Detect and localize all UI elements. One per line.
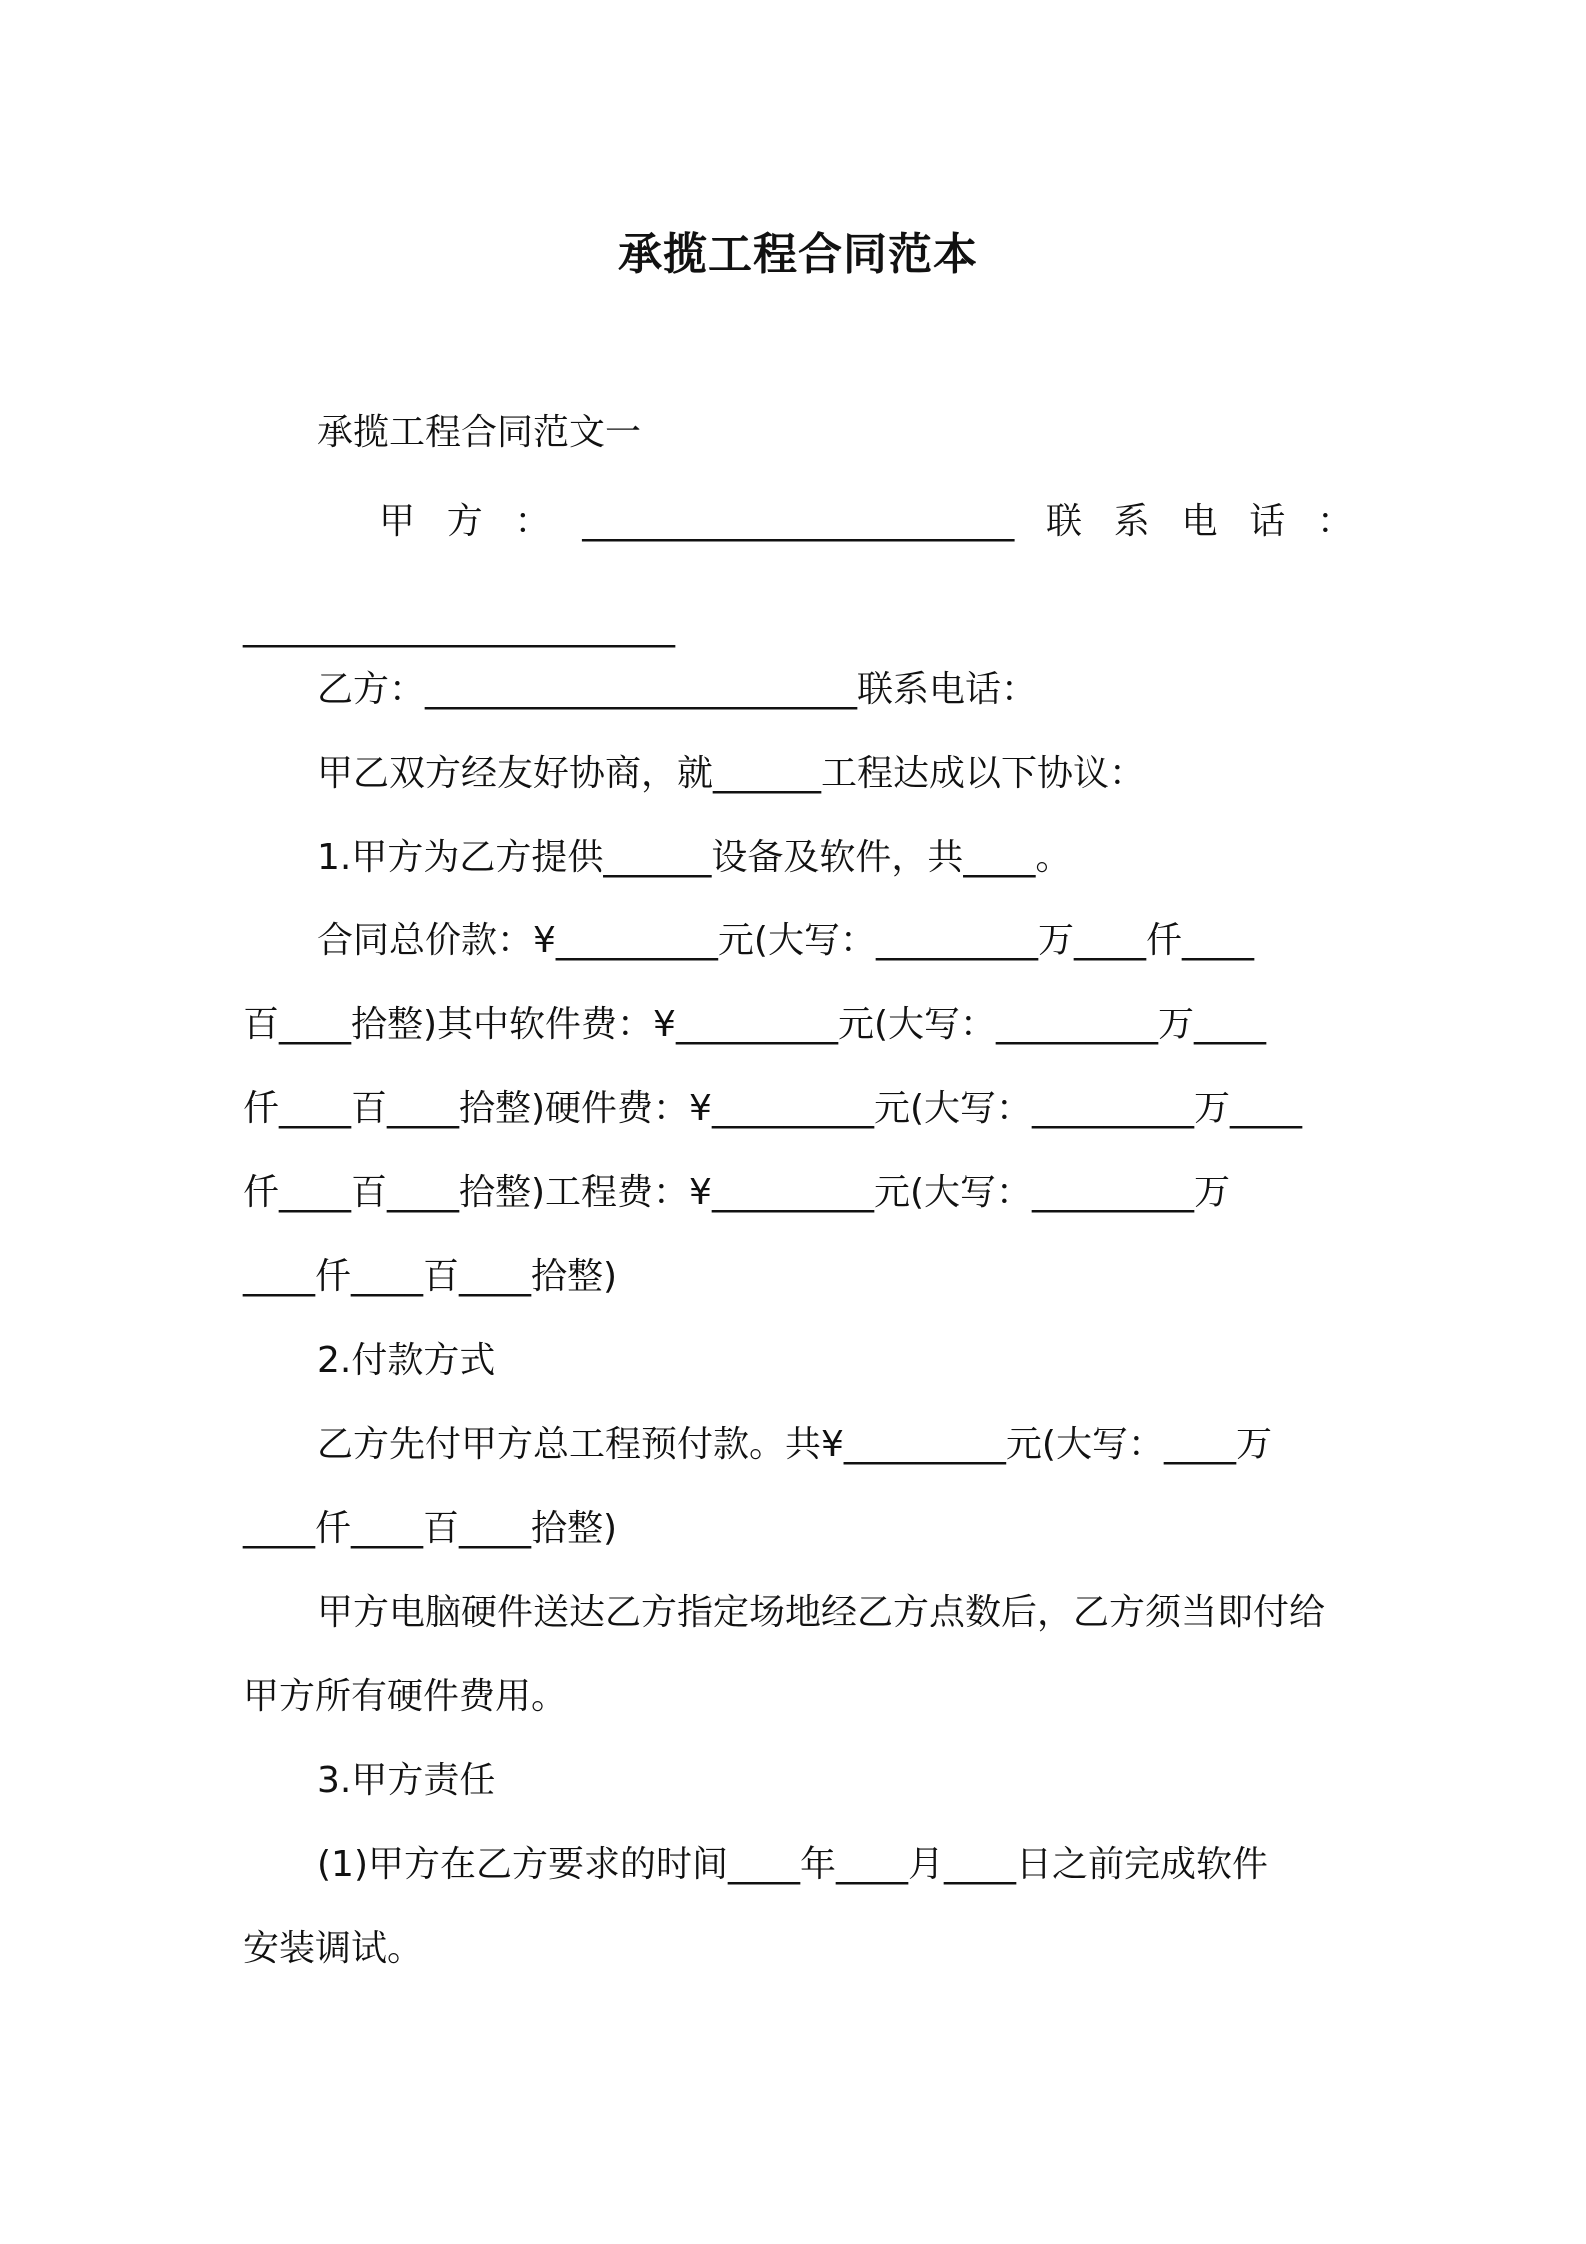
clause-3-item-1: (1)甲方在乙方要求的时间____年____月____日之前完成软件 xyxy=(317,1844,1268,1885)
party-a-char: 话 xyxy=(1249,501,1286,542)
payment-line: ____仟____百____拾整) xyxy=(243,1508,618,1549)
contract-page xyxy=(243,0,1353,2244)
price-line: 仟____百____拾整)工程费：¥_________元(大写：_________万 xyxy=(243,1172,1230,1213)
party-b-line: 乙方：________________________联系电话： xyxy=(317,669,1038,710)
agreement-intro: 甲乙双方经友好协商，就______工程达成以下协议： xyxy=(317,753,1146,794)
clause-3-item-1: 安装调试。 xyxy=(243,1928,424,1969)
clause-2-heading: 2.付款方式 xyxy=(317,1340,496,1381)
party-a-line xyxy=(379,494,1353,550)
price-line: ____仟____百____拾整) xyxy=(243,1256,618,1297)
clause-3-heading: 3.甲方责任 xyxy=(317,1760,496,1801)
party-a-char: 系 xyxy=(1113,501,1150,542)
party-a-char: 甲 xyxy=(379,501,416,542)
party-a-char: 电 xyxy=(1181,501,1218,542)
price-line: 合同总价款：¥_________元(大写：_________万____仟____ xyxy=(317,920,1254,961)
hardware-payment-line: 甲方电脑硬件送达乙方指定场地经乙方点数后，乙方须当即付给 xyxy=(317,1592,1326,1633)
hardware-payment-line: 甲方所有硬件费用。 xyxy=(243,1676,568,1717)
party-a-phone-blank: ________________________ xyxy=(243,607,675,648)
party-a-blank: ________________________ xyxy=(582,501,1015,542)
party-a-char: 联 xyxy=(1045,501,1082,542)
price-line: 百____拾整)其中软件费：¥_________元(大写：_________万____ xyxy=(243,1004,1266,1045)
party-a-char: ： xyxy=(1316,501,1353,542)
document-title: 承揽工程合同范本 xyxy=(618,229,978,280)
price-line: 仟____百____拾整)硬件费：¥_________元(大写：_________万____ xyxy=(243,1088,1302,1129)
payment-line: 乙方先付甲方总工程预付款。共¥_________元(大写：____万 xyxy=(317,1424,1272,1465)
clause-1: 1.甲方为乙方提供______设备及软件，共____。 xyxy=(317,837,1072,878)
party-a-char: ： xyxy=(514,501,551,542)
party-a-char: 方 xyxy=(446,501,483,542)
section-heading: 承揽工程合同范文一 xyxy=(317,412,642,453)
